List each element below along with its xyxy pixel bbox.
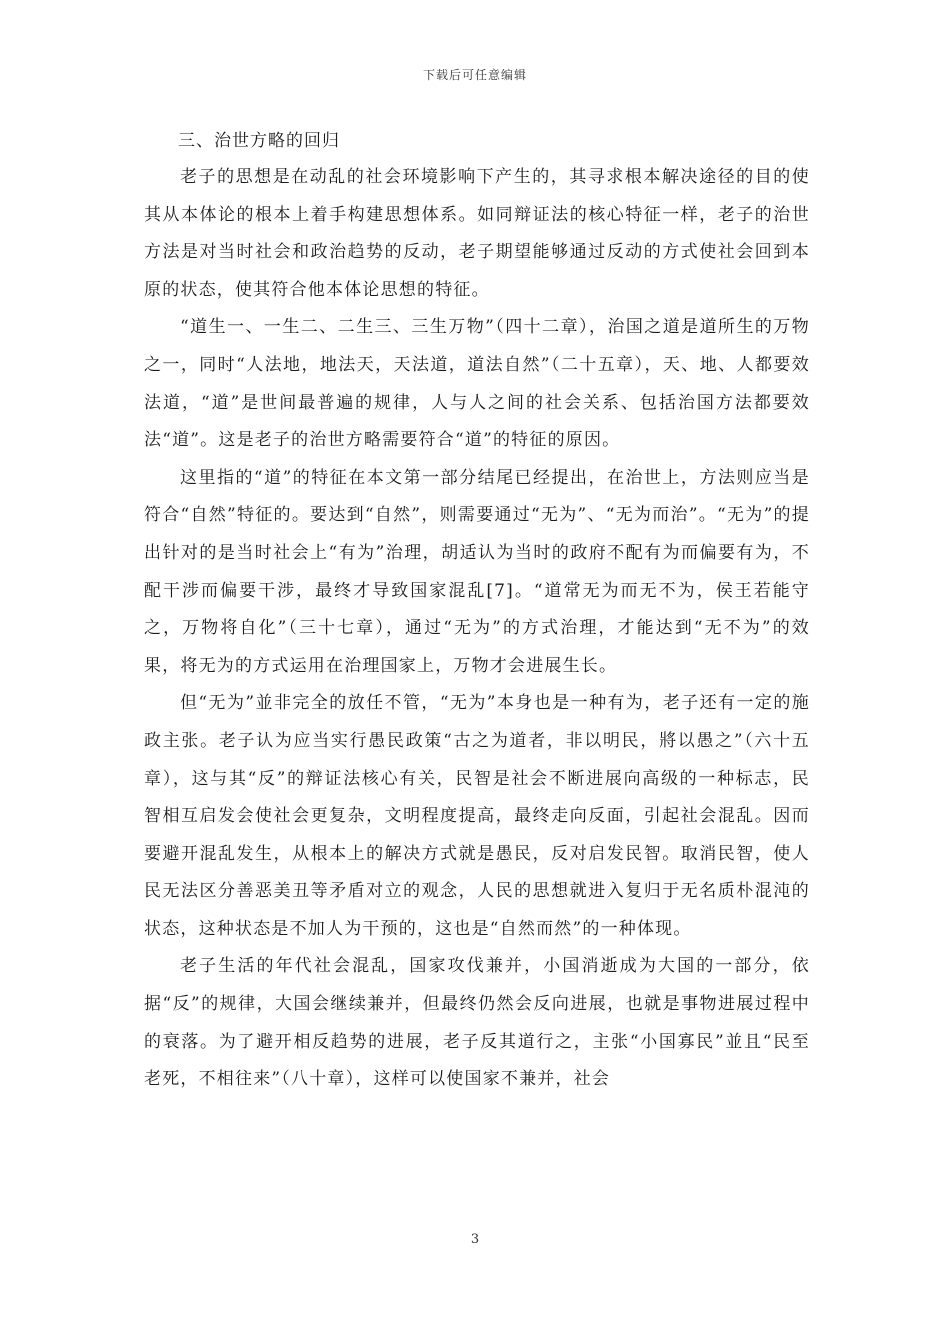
section-heading: 三、治世方略的回归 bbox=[178, 131, 340, 151]
paragraph: 老子的思想是在动乱的社会环境影响下产生的，其寻求根本解决途径的目的使其从本体论的根本上着手构建思想体系。如同辩证法的核心特征一样，老子的治世方法是对当时社会和政治趋势的反动，老子期望能够通过反动的方式使社会回到本原的状态，使其符合他本体论思想的特征。 bbox=[144, 167, 810, 300]
paragraph: 老子生活的年代社会混乱，国家攻伐兼并，小国消逝成为大国的一部分，依据“反”的规律，大国会继续兼并，但最终仍然会反向进展，也就是事物进展过程中的衰落。为了避开相反趋势的进展，老子反其道行之，主张“小国寡民”並且“民至老死，不相往来”（八十章），这样可以使国家不兼并，社会 bbox=[144, 956, 810, 1090]
paragraph: 这里指的“道”的特征在本文第一部分结尾已经提出，在治世上，方法则应当是符合“自然”特征的。要达到“自然”，则需要通过“无为”、“无为而治”。“无为”的提出针对的是当时社会上“有为”治理，胡适认为当时的政府不配有为而偏要有为，不配干涉而偏要干涉，最终才导致国家混乱[7]。“道常无为而无不为，侯王若能守之，万物将自化”（三十七章），通过“无为”的方式治理，才能达到“无不为”的效果，将无为的方式运用在治理国家上，万物才会进展生长。 bbox=[144, 467, 810, 676]
page-header: 下载后可任意编辑 bbox=[422, 68, 527, 82]
paragraph: 但“无为”並非完全的放任不管，“无为”本身也是一种有为，老子还有一定的施政主张。老子认为应当实行愚民政策“古之为道者，非以明民，將以愚之”（六十五章），这与其“反”的辩证法核心有关，民智是社会不断进展向高级的一种标志，民智相互启发会使社会更复杂，文明程度提高，最终走向反面，引起社会混乱。因而要避开混乱发生，从根本上的解决方式就是愚民，反对启发民智。取消民智，使人民无法区分善恶美丑等矛盾对立的观念，人民的思想就进入复归于无名质朴混沌的状态，这种状态是不加人为干预的，这也是“自然而然”的一种体现。 bbox=[144, 693, 810, 939]
paragraph: “道生一、一生二、二生三、三生万物”（四十二章），治国之道是道所生的万物之一，同时“人法地，地法天，天法道，道法自然”（二十五章），天、地、人都要效法道，“道”是世间最普遍的规律，人与人之间的社会关系、包括治国方法都要效法“道”。这是老子的治世方略需要符合“道”的特征的原因。 bbox=[144, 317, 810, 451]
page-number: 3 bbox=[470, 1232, 480, 1247]
document-body bbox=[144, 123, 810, 1099]
